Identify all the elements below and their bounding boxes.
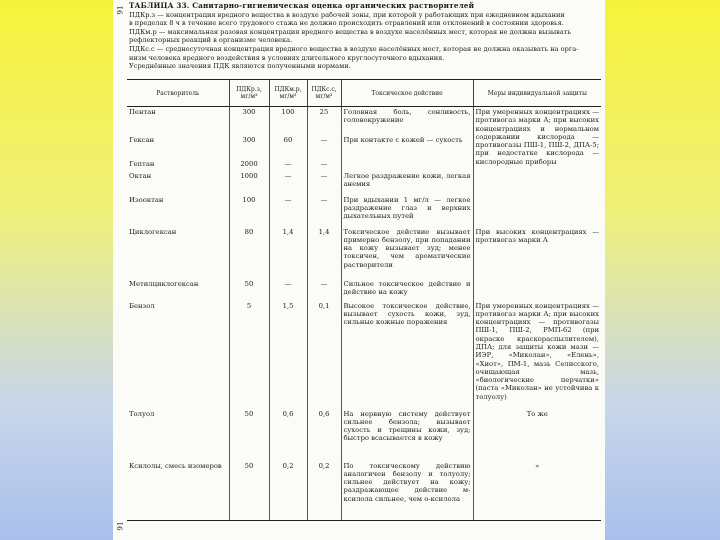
column-header-pdk-ss: ПДКс.с, мг/м³: [307, 80, 341, 107]
caption-line: ПДКм.р — максимальная разовая концентрация вредного вещества в воздухе населённых мест, которая не должна вызывать: [129, 27, 572, 36]
pdk-ss-value: 25: [307, 107, 341, 135]
toxic-effect-text: Легкое раздражение кожи, легкая анемия: [341, 171, 473, 195]
pdk-mr-value: —: [269, 159, 307, 171]
pdk-mr-value: 60: [269, 135, 307, 159]
solvent-name: Изооктан: [129, 195, 164, 204]
pdk-mr-value: 0,6: [269, 409, 307, 461]
toxic-effect-text: При вдыхании 1 мг/л — легкое раздражение глаз и верхних дыхательных путей: [341, 195, 473, 227]
solvent-name: Гептан: [129, 159, 155, 168]
solvent-name: Гексан: [129, 135, 155, 144]
pdk-ss-value: —: [307, 159, 341, 171]
solvent-name: Метилциклогексан: [129, 279, 199, 288]
column-header-toxic-effect: Токсическое действие: [341, 80, 473, 107]
toxic-effect-text: При контакте с кожей — сухость: [341, 135, 473, 159]
pdk-rz-value: 100: [229, 195, 269, 227]
column-header-pdk-mr: ПДКм.р, мг/м³: [269, 80, 307, 107]
pdk-rz-value: 300: [229, 135, 269, 159]
solvents-table: [127, 79, 601, 521]
pdk-mr-value: —: [269, 171, 307, 195]
toxic-effect-text: Сильное токсическое действие и действие на кожу: [341, 279, 473, 301]
table-row: [127, 227, 601, 279]
pdk-mr-value: 1,5: [269, 301, 307, 409]
toxic-effect-text: Головная боль, сонливость, головокружение: [341, 107, 473, 135]
pdk-mr-value: 0,2: [269, 461, 307, 521]
protection-text: При умеренных концентрациях — противогаз марки А; при высоких концентрациях — противогазы ПШ-1, ПШ-2, РМП-62 (при окраске краскораспылителем), ДПА; для защиты кожи мази — ИЭР, «Миколан», «Елень», «Хиот», ПМ-1, мазь Селисского, очищающая мазь, «биологические перчатки» (паста «Миколан» не устойчива к толуолу): [473, 301, 601, 409]
pdk-rz-value: 1000: [229, 171, 269, 195]
pdk-ss-value: 0,1: [307, 301, 341, 409]
protection-text: »: [473, 461, 601, 521]
caption-line: ПДКс.с — среднесуточная концентрация вредного вещества в воздухе населённых мест, которая не должна оказывать на орга-: [129, 44, 579, 53]
pdk-mr-value: 100: [269, 107, 307, 135]
table-row: [127, 409, 601, 461]
toxic-effect-text: Высокое токсическое действие, вызывает сухость кожи, зуд, сильные кожные поражения: [341, 301, 473, 409]
protection-text: При умеренных концентрациях — противогаз марки А; при высоких концентрациях и нормальном содержании кислорода — противогазы ПШ-1, ПШ-2, ДПА-5; при недостатке кислорода — кислородные приборы: [473, 107, 601, 227]
caption-line: Усреднённые значения ПДК являются полученными нормами.: [129, 62, 351, 71]
pdk-ss-value: —: [307, 171, 341, 195]
toxic-effect-text: Токсическое действие вызывает примерно бензолу, при попадании на кожу вызывает зуд; менее токсичен, чем ароматические растворители: [341, 227, 473, 279]
toxic-effect-text: На нервную систему действует сильнее бензола; вызывает сухость и трещины кожи, зуд; быстро всасывается в кожу: [341, 409, 473, 461]
page-number-top: 91: [116, 5, 125, 15]
table-title: ТАБЛИЦА 33. Санитарно-гигиеническая оценка органических растворителей: [129, 1, 475, 10]
pdk-rz-value: 50: [229, 279, 269, 301]
solvent-name: Октан: [129, 171, 152, 180]
pdk-rz-value: 50: [229, 461, 269, 521]
pdk-ss-value: 0,2: [307, 461, 341, 521]
table-header-row: [127, 80, 601, 107]
protection-text: То же: [473, 409, 601, 461]
pdk-ss-value: 0,6: [307, 409, 341, 461]
caption-line: ПДКр.з — концентрация вредного вещества в воздухе рабочей зоны, при которой у работающих при ежедневном вдыхании: [129, 10, 565, 19]
table-row: [127, 461, 601, 521]
document-page: [113, 0, 605, 540]
pdk-mr-value: —: [269, 279, 307, 301]
table-caption: [129, 2, 599, 71]
caption-line: низм человека вредного воздействия в условиях длительного круглосуточного вдыхания.: [129, 53, 445, 62]
solvent-name: Ксилолы, смесь изомеров: [127, 461, 229, 521]
pdk-ss-value: —: [307, 135, 341, 159]
column-header-pdk-rz: ПДКр.з, мг/м³: [229, 80, 269, 107]
solvent-name: Пентан: [129, 108, 156, 116]
column-header-solvent: Растворитель: [127, 80, 229, 107]
page-number-bottom: 91: [116, 521, 125, 531]
toxic-effect-text: По токсическому действию аналогичен бензолу и толуолу; сильнее действует на кожу; раздражающее действие м-ксилола сильнее, чем о-ксилола: [341, 461, 473, 521]
pdk-rz-value: 5: [229, 301, 269, 409]
pdk-mr-value: —: [269, 195, 307, 227]
protection-text: [473, 279, 601, 301]
table-row: [127, 301, 601, 409]
caption-line: в пределах 8 ч в течение всего трудового стажа не должно происходить отравлений или отклонений в состоянии здоровья.: [129, 19, 564, 28]
toxic-effect-text: [341, 159, 473, 171]
table-row: [127, 279, 601, 301]
solvent-name: Бензол: [129, 301, 155, 310]
table-row: [127, 107, 601, 135]
solvent-name: Толуол: [129, 409, 155, 418]
pdk-ss-value: —: [307, 195, 341, 227]
pdk-ss-value: 1,4: [307, 227, 341, 279]
pdk-rz-value: 50: [229, 409, 269, 461]
pdk-rz-value: 300: [229, 107, 269, 135]
pdk-ss-value: —: [307, 279, 341, 301]
pdk-rz-value: 80: [229, 227, 269, 279]
solvent-name: Циклогексан: [129, 227, 177, 236]
pdk-mr-value: 1,4: [269, 227, 307, 279]
column-header-protection: Меры индивидуальной защиты: [473, 80, 601, 107]
pdk-rz-value: 2000: [229, 159, 269, 171]
caption-line: рефлекторных реакций в организме человека.: [129, 36, 293, 45]
protection-text: При высоких концентрациях — противогаз марки А: [473, 227, 601, 279]
